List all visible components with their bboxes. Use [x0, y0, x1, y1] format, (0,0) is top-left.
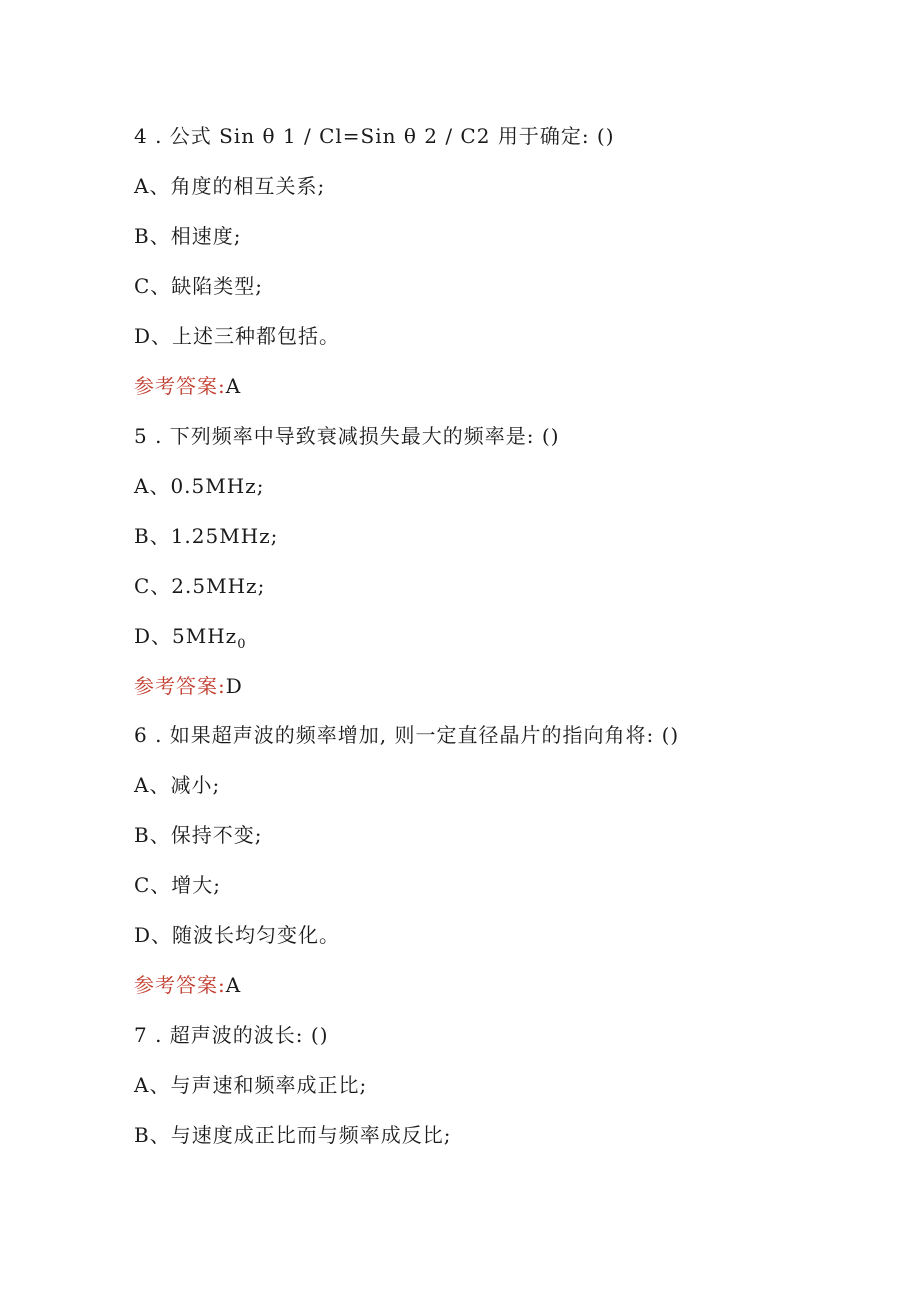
question-5-option-c: C、2.5MHz;	[134, 574, 266, 598]
question-4-option-a: A、角度的相互关系;	[134, 174, 326, 198]
question-6-option-c: C、增大;	[134, 873, 222, 897]
question-7-stem: 7 . 超声波的波长: ()	[134, 1023, 329, 1047]
question-5-option-b: B、1.25MHz;	[134, 524, 279, 548]
question-6-answer	[134, 970, 241, 1000]
question-4-option-c: C、缺陷类型;	[134, 274, 264, 298]
question-4-answer	[134, 371, 241, 401]
question-4-option-b: B、相速度;	[134, 224, 242, 248]
question-6-stem: 6 . 如果超声波的频率增加, 则一定直径晶片的指向角将: ()	[134, 723, 680, 747]
question-4-stem: 4 . 公式 Sin θ 1 / Cl=Sin θ 2 / C2 用于确定: ()	[134, 124, 615, 148]
answer-label: 参考答案:	[134, 674, 226, 698]
question-5-option-d	[134, 621, 246, 651]
answer-label: 参考答案:	[134, 374, 226, 398]
option-d-subscript: 0	[237, 637, 246, 652]
question-6-option-a: A、减小;	[134, 773, 221, 797]
question-5-stem: 5 . 下列频率中导致衰减损失最大的频率是: ()	[134, 424, 560, 448]
question-7-option-b: B、与速度成正比而与频率成反比;	[134, 1123, 452, 1147]
question-7-option-a: A、与声速和频率成正比;	[134, 1073, 368, 1097]
answer-value: A	[225, 374, 242, 398]
answer-value: D	[225, 674, 243, 698]
answer-label: 参考答案:	[134, 973, 226, 997]
question-5-answer	[134, 671, 243, 701]
question-6-option-b: B、保持不变;	[134, 823, 263, 847]
option-d-text: D、5MHz	[134, 624, 238, 648]
question-4-option-d: D、上述三种都包括。	[134, 324, 341, 348]
question-6-option-d: D、随波长均匀变化。	[134, 923, 341, 947]
answer-value: A	[225, 973, 242, 997]
question-5-option-a: A、0.5MHz;	[134, 474, 265, 498]
